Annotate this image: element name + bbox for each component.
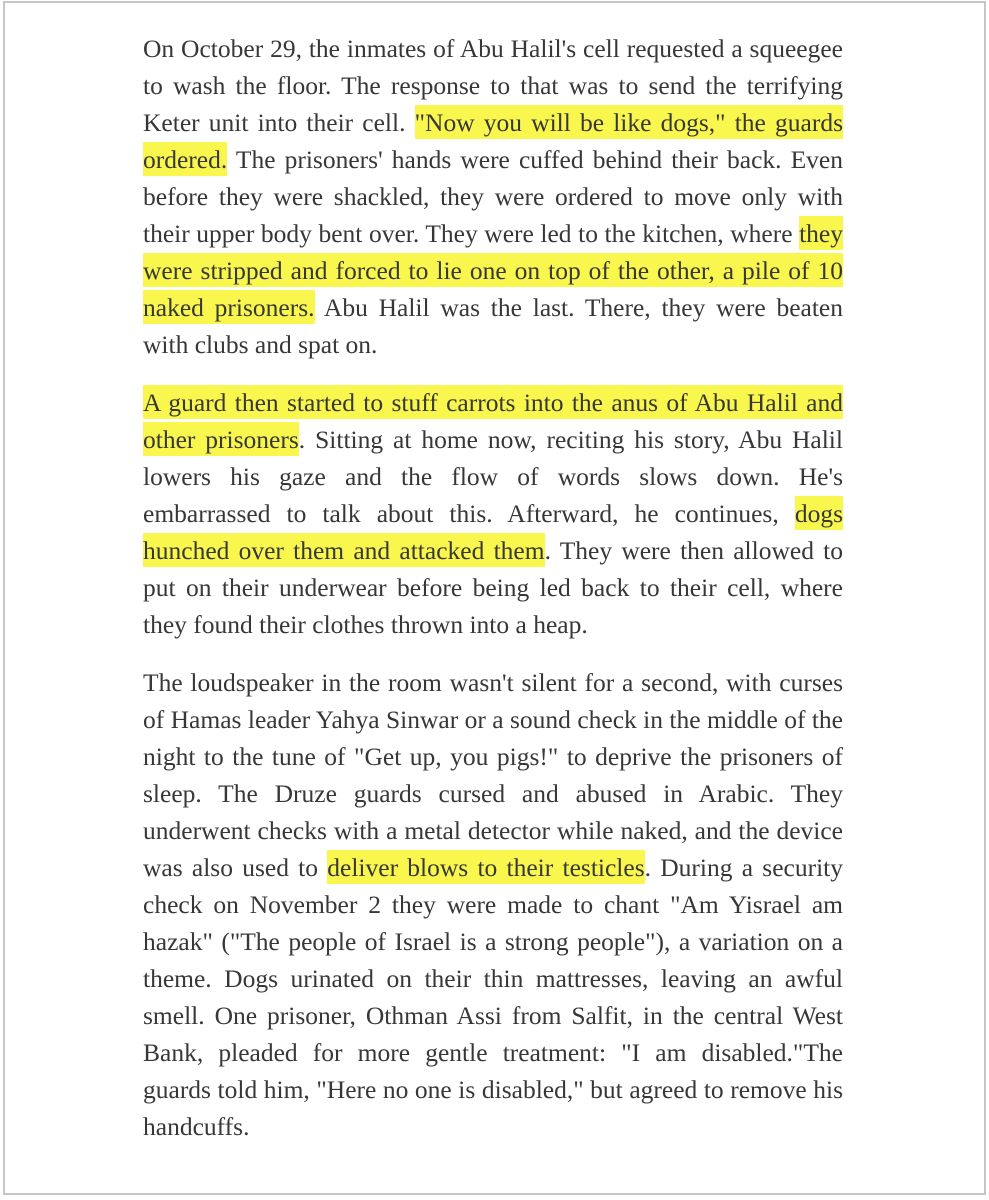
text-segment: . During a security check on November 2 they were made to chant "Am Yisrael am hazak" ("The people of Israel is a strong people"), a variation on a theme. Dogs urinated on their thin mattresses, leaving an awful smell. One prisoner, Othman Assi from Salfit, in the central West Bank, pleaded for more gentle treatment: "I am disabled."The guards told him, "Here no one is disabled," but agreed to remove his handcuffs. (143, 853, 844, 1141)
highlighted-text: A guard then started to stuff carrots into the anus of Abu Halil and other prisoners (143, 385, 843, 456)
text-segment: The loudspeaker in the room wasn't silent for a second, with curses of Hamas leader Yahya Sinwar or a sound check in the middle of the night to the tune of "Get up, you pigs!" to deprive the prisoners of sleep. The Druze guards cursed and abused in Arabic. They underwent checks with a metal detector while naked, and the device was also used to (143, 668, 843, 882)
highlighted-text: "Now you will be like dogs," the guards ordered. (143, 105, 843, 176)
article-body (143, 30, 843, 1145)
text-segment: Abu Halil was the last. There, they were beaten with clubs and spat on. (143, 293, 843, 359)
text-segment: On October 29, the inmates of Abu Halil's cell requested a squeegee to wash the floor. The response to that was to send the terrifying Keter unit into their cell. (143, 34, 843, 137)
highlighted-text: dogs hunched over them and attacked them (143, 496, 843, 567)
text-segment: . They were then allowed to put on their underwear before being led back to their cell, where they found their clothes thrown into a heap. (143, 536, 843, 639)
page-frame (3, 1, 986, 1195)
highlighted-text: they were stripped and forced to lie one on top of the other, a pile of 10 naked prisoners. (143, 216, 843, 324)
paragraph (143, 30, 843, 363)
paragraph (143, 384, 843, 643)
highlighted-text: deliver blows to their testicles (327, 850, 644, 884)
paragraph (143, 664, 843, 1145)
text-segment: . Sitting at home now, reciting his story, Abu Halil lowers his gaze and the flow of words slows down. He's embarrassed to talk about this. Afterward, he continues, (143, 425, 843, 528)
text-segment: The prisoners' hands were cuffed behind their back. Even before they were shackled, they were ordered to move only with their upper body bent over. They were led to the kitchen, where (143, 145, 843, 248)
